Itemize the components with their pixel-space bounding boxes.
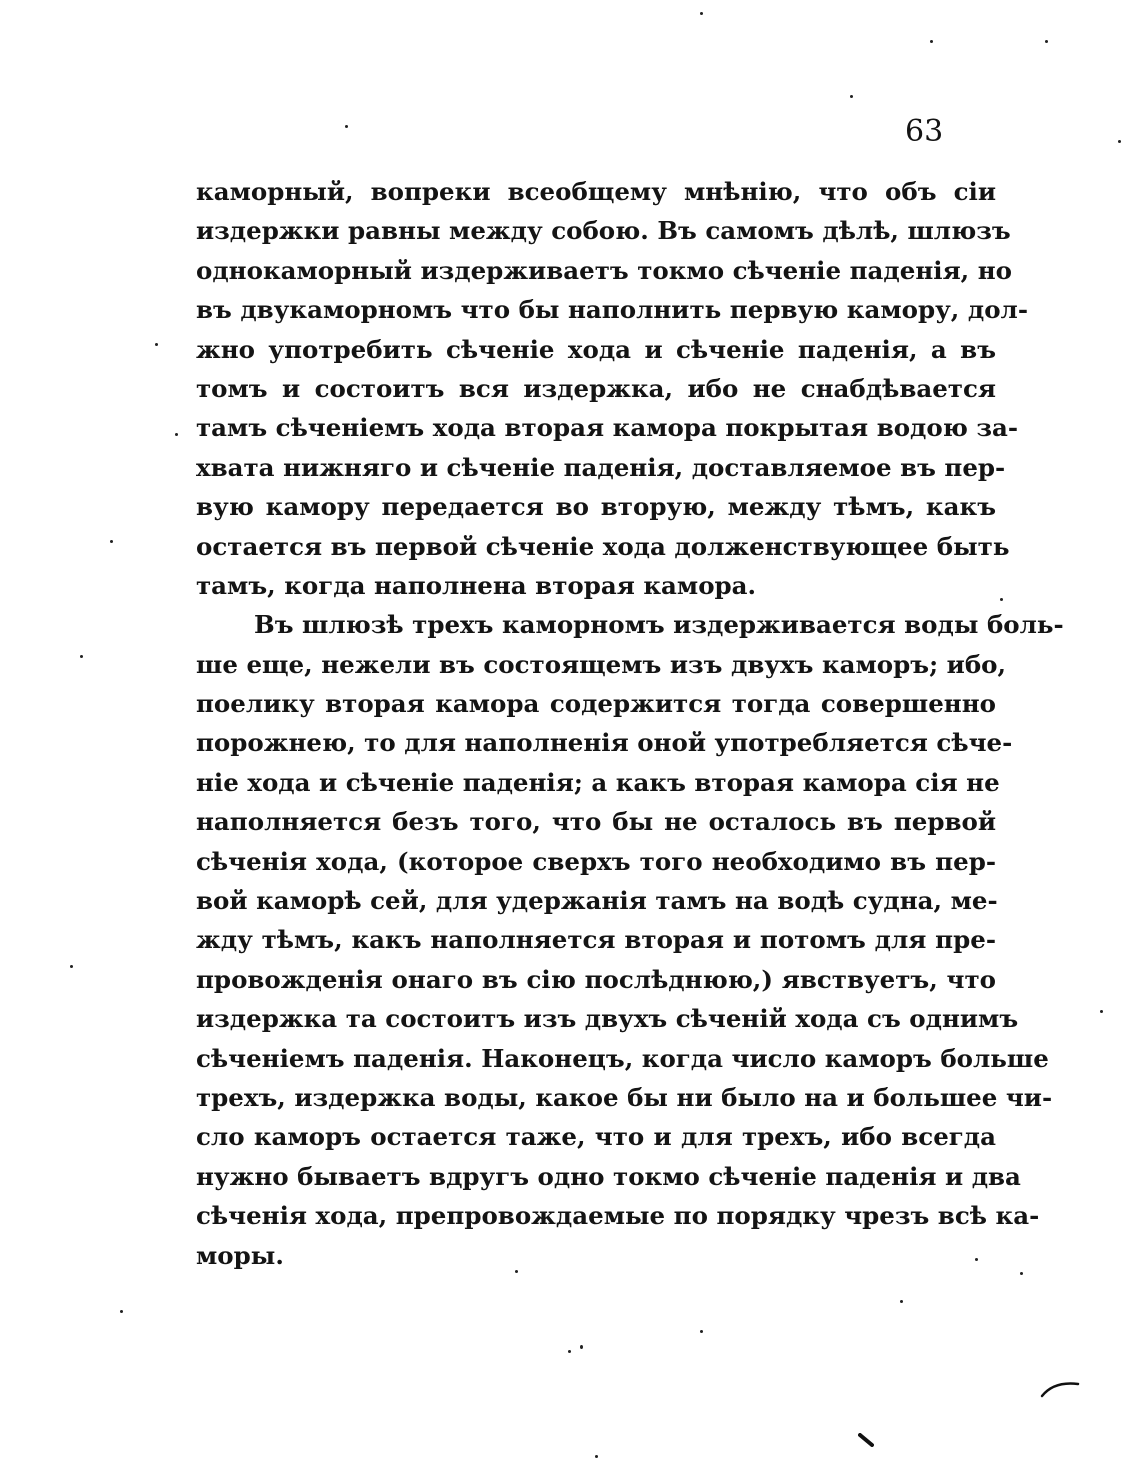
text-line: однокаморный издерживаетъ токмо сѣченіе паденія, но — [196, 255, 1013, 285]
ink-stroke-mark — [1040, 1378, 1080, 1398]
text-line: каморный, вопреки всеобщему мнѣнію, что объ сіи — [196, 177, 996, 206]
text-line: издержка та состоитъ изъ двухъ сѣченій хода съ однимъ — [196, 1004, 1019, 1034]
text-line: сѣченія хода, препровождаемые по порядку чрезъ всѣ ка- — [196, 1201, 1040, 1231]
text-line: вую камору передается во вторую, между тѣмъ, какъ — [196, 492, 996, 522]
paragraph-2 — [196, 605, 1064, 1275]
text-line: порожнею, то для наполненія оной употребляется сѣче- — [196, 728, 1013, 758]
scan-speck — [930, 40, 933, 43]
text-line: жду тѣмъ, какъ наполняется вторая и потомъ для пре- — [196, 925, 996, 955]
text-line: поелику вторая камора содержится тогда совершенно — [196, 689, 996, 719]
text-line: въ двукаморномъ что бы наполнить первую камору, дол- — [196, 295, 1028, 325]
scan-speck — [1000, 598, 1003, 601]
text-line: сѣченіемъ паденія. Наконецъ, когда число каморъ больше — [196, 1043, 1049, 1073]
ink-corner-mark — [858, 1433, 874, 1447]
text-line: ніе хода и сѣченіе паденія; а какъ вторая камора сія не — [196, 767, 1000, 797]
scan-speck — [345, 125, 348, 128]
text-line: нужно бываетъ вдругъ одно токмо сѣченіе паденія и два — [196, 1161, 1021, 1191]
scan-speck — [1100, 1010, 1103, 1013]
text-line: Въ шлюзѣ трехъ каморномъ издерживается воды боль- — [254, 610, 1064, 640]
scan-speck — [175, 433, 178, 436]
scan-speck — [1118, 140, 1121, 143]
text-line: жно употребить сѣченіе хода и сѣченіе паденія, а въ — [196, 334, 996, 364]
scan-speck — [580, 1345, 583, 1349]
scan-speck — [155, 343, 158, 346]
scan-speck — [700, 12, 703, 15]
text-line: ше еще, нежели въ состоящемъ изъ двухъ каморъ; ибо, — [196, 649, 1007, 679]
scan-speck — [850, 95, 853, 98]
scan-speck — [1045, 40, 1048, 43]
text-line: тамъ, когда наполнена вторая камора. — [196, 570, 757, 600]
scan-speck — [975, 1258, 978, 1261]
text-line: вой каморѣ сей, для удержанія тамъ на водѣ судна, ме- — [196, 886, 998, 916]
scan-speck — [568, 1350, 571, 1353]
text-line: томъ и состоитъ вся издержка, ибо не снабдѣвается — [196, 373, 996, 403]
scan-speck — [70, 965, 73, 968]
paragraph-1 — [196, 172, 1028, 605]
page-number: 63 — [905, 114, 944, 149]
scan-speck — [110, 540, 113, 543]
scan-speck — [515, 1270, 518, 1273]
scan-speck — [700, 1330, 703, 1333]
text-line: моры. — [196, 1240, 284, 1270]
scan-speck — [80, 655, 83, 658]
text-line: сло каморъ остается таже, что и для трехъ, ибо всегда — [196, 1122, 996, 1152]
scan-speck — [120, 1310, 123, 1313]
scan-speck — [900, 1300, 903, 1303]
scan-speck — [1020, 1272, 1023, 1275]
text-line: сѣченія хода, (которое сверхъ того необходимо въ пер- — [196, 846, 996, 876]
text-line: трехъ, издержка воды, какое бы ни было на и большее чи- — [196, 1082, 1053, 1112]
text-line: издержки равны между собою. Въ самомъ дѣлѣ, шлюзъ — [196, 216, 1011, 246]
text-line: наполняется безъ того, что бы не осталось въ первой — [196, 807, 996, 837]
scan-speck — [595, 1455, 598, 1458]
text-line: провожденія онаго въ сію послѣднюю,) явствуетъ, что — [196, 964, 996, 994]
text-line: тамъ сѣченіемъ хода вторая камора покрытая водою за- — [196, 413, 1019, 443]
text-line: остается въ первой сѣченіе хода долженствующее быть — [196, 531, 1010, 561]
text-line: хвата нижняго и сѣченіе паденія, доставляемое въ пер- — [196, 452, 1006, 482]
body-text — [196, 172, 1064, 1275]
